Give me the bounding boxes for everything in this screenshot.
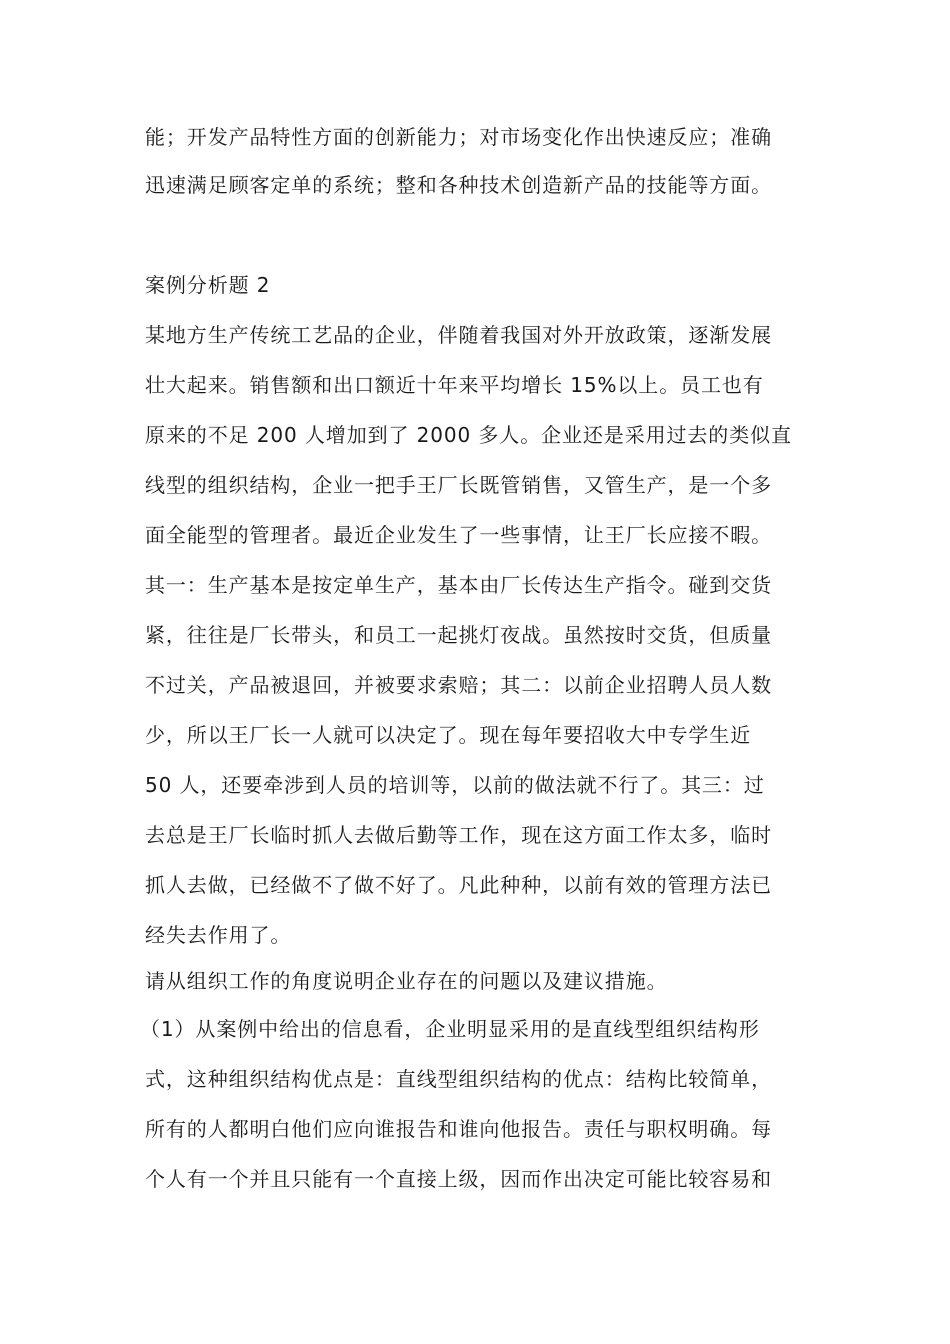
answer-line: 式，这种组织结构优点是：直线型组织结构的优点：结构比较简单， [145, 1067, 772, 1091]
paragraph-line: 面全能型的管理者。最近企业发生了一些事情，让王厂长应接不暇。 [145, 523, 772, 547]
paragraph-line: 去总是王厂长临时抓人去做后勤等工作，现在这方面工作太多，临时 [145, 823, 772, 847]
answer-line: 所有的人都明白他们应向谁报告和谁向他报告。责任与职权明确。每 [145, 1117, 772, 1141]
paragraph-line: 原来的不足 200 人增加到了 2000 多人。企业还是采用过去的类似直 [145, 423, 792, 447]
paragraph-line: 壮大起来。销售额和出口额近十年来平均增长 15%以上。员工也有 [145, 373, 764, 397]
question-line: 请从组织工作的角度说明企业存在的问题以及建议措施。 [145, 969, 668, 993]
paragraph-line: 紧，往往是厂长带头，和员工一起挑灯夜战。虽然按时交货，但质量 [145, 623, 772, 647]
answer-line: 个人有一个并且只能有一个直接上级，因而作出决定可能比较容易和 [145, 1167, 772, 1191]
paragraph-line: 经失去作用了。 [145, 923, 292, 947]
paragraph-line: 迅速满足顾客定单的系统；整和各种技术创造新产品的技能等方面。 [145, 173, 772, 197]
paragraph-line: 抓人去做，已经做不了做不好了。凡此种种，以前有效的管理方法已 [145, 873, 772, 897]
paragraph-line: 不过关，产品被退回，并被要求索赔；其二：以前企业招聘人员人数 [145, 673, 772, 697]
paragraph-line: 少，所以王厂长一人就可以决定了。现在每年要招收大中专学生近 [145, 723, 752, 747]
paragraph-line: 50 人，还要牵涉到人员的培训等，以前的做法就不行了。其三：过 [145, 773, 765, 797]
paragraph-line: 其一：生产基本是按定单生产，基本由厂长传达生产指令。碰到交货 [145, 573, 772, 597]
answer-line: （1）从案例中给出的信息看，企业明显采用的是直线型组织结构形 [140, 1017, 760, 1041]
section-heading: 案例分析题 2 [145, 273, 271, 297]
paragraph-line: 线型的组织结构，企业一把手王厂长既管销售，又管生产，是一个多 [145, 473, 772, 497]
paragraph-line: 某地方生产传统工艺品的企业，伴随着我国对外开放政策，逐渐发展 [145, 323, 772, 347]
paragraph-line: 能；开发产品特性方面的创新能力；对市场变化作出快速反应；准确 [145, 125, 772, 149]
